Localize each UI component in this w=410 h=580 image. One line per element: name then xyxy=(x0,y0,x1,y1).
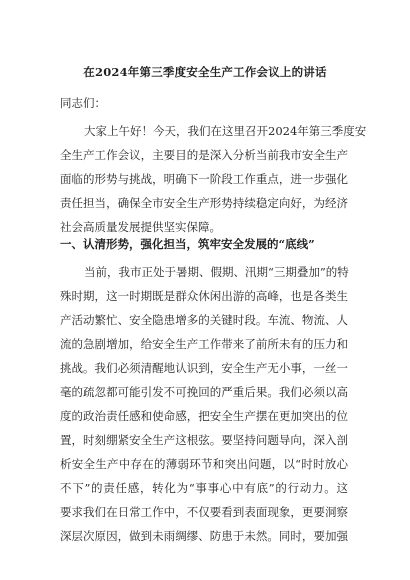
document-title: 在2024年第三季度安全生产工作会议上的讲话 xyxy=(83,65,327,79)
paragraph-line: 要求我们在日常工作中，不仅要看到表面现象，更要洞察 xyxy=(60,505,348,519)
paragraph-line: 全生产工作会议，主要目的是深入分析当前我市安全生产 xyxy=(60,148,348,162)
paragraph-line: 流的急剧增加，给安全生产工作带来了前所未有的压力和 xyxy=(60,337,348,351)
paragraph-line: 大家上午好！今天，我们在这里召开2024年第三季度安 xyxy=(84,124,367,138)
paragraph-line: 面临的形势与挑战，明确下一阶段工作重点，进一步强化 xyxy=(60,172,348,186)
paragraph-line: 产活动繁忙、安全隐患增多的关键时段。车流、物流、人 xyxy=(60,313,348,327)
paragraph-line: 深层次原因，做到未雨绸缪、防患于未然。同时，要加强 xyxy=(60,529,348,543)
paragraph-line: 挑战。我们必须清醒地认识到，安全生产无小事，一丝一 xyxy=(60,361,348,375)
section-heading: 一、认清形势，强化担当，筑牢安全发展的“底线” xyxy=(60,237,315,251)
paragraph-line: 置，时刻绷紧安全生产这根弦。要坚持问题导向，深入剖 xyxy=(60,433,348,447)
paragraph-line: 社会高质量发展提供坚实保障。 xyxy=(60,220,221,234)
paragraph-line: 责任担当，确保全市安全生产形势持续稳定向好，为经济 xyxy=(60,196,348,210)
paragraph-line: 不下”的责任感，转化为“事事心中有底”的行动力。这 xyxy=(60,481,348,495)
paragraph-line: 度的政治责任感和使命感，把安全生产摆在更加突出的位 xyxy=(60,409,348,423)
greeting: 同志们： xyxy=(60,96,106,110)
paragraph-line: 毫的疏忽都可能引发不可挽回的严重后果。我们必须以高 xyxy=(60,385,348,399)
paragraph-line: 当前，我市正处于暑期、假期、汛期“三期叠加”的特 xyxy=(84,265,349,279)
paragraph-line: 殊时期，这一时期既是群众休闲出游的高峰，也是各类生 xyxy=(60,289,348,303)
paragraph-line: 析安全生产中存在的薄弱环节和突出问题，以“时时放心 xyxy=(60,457,348,471)
